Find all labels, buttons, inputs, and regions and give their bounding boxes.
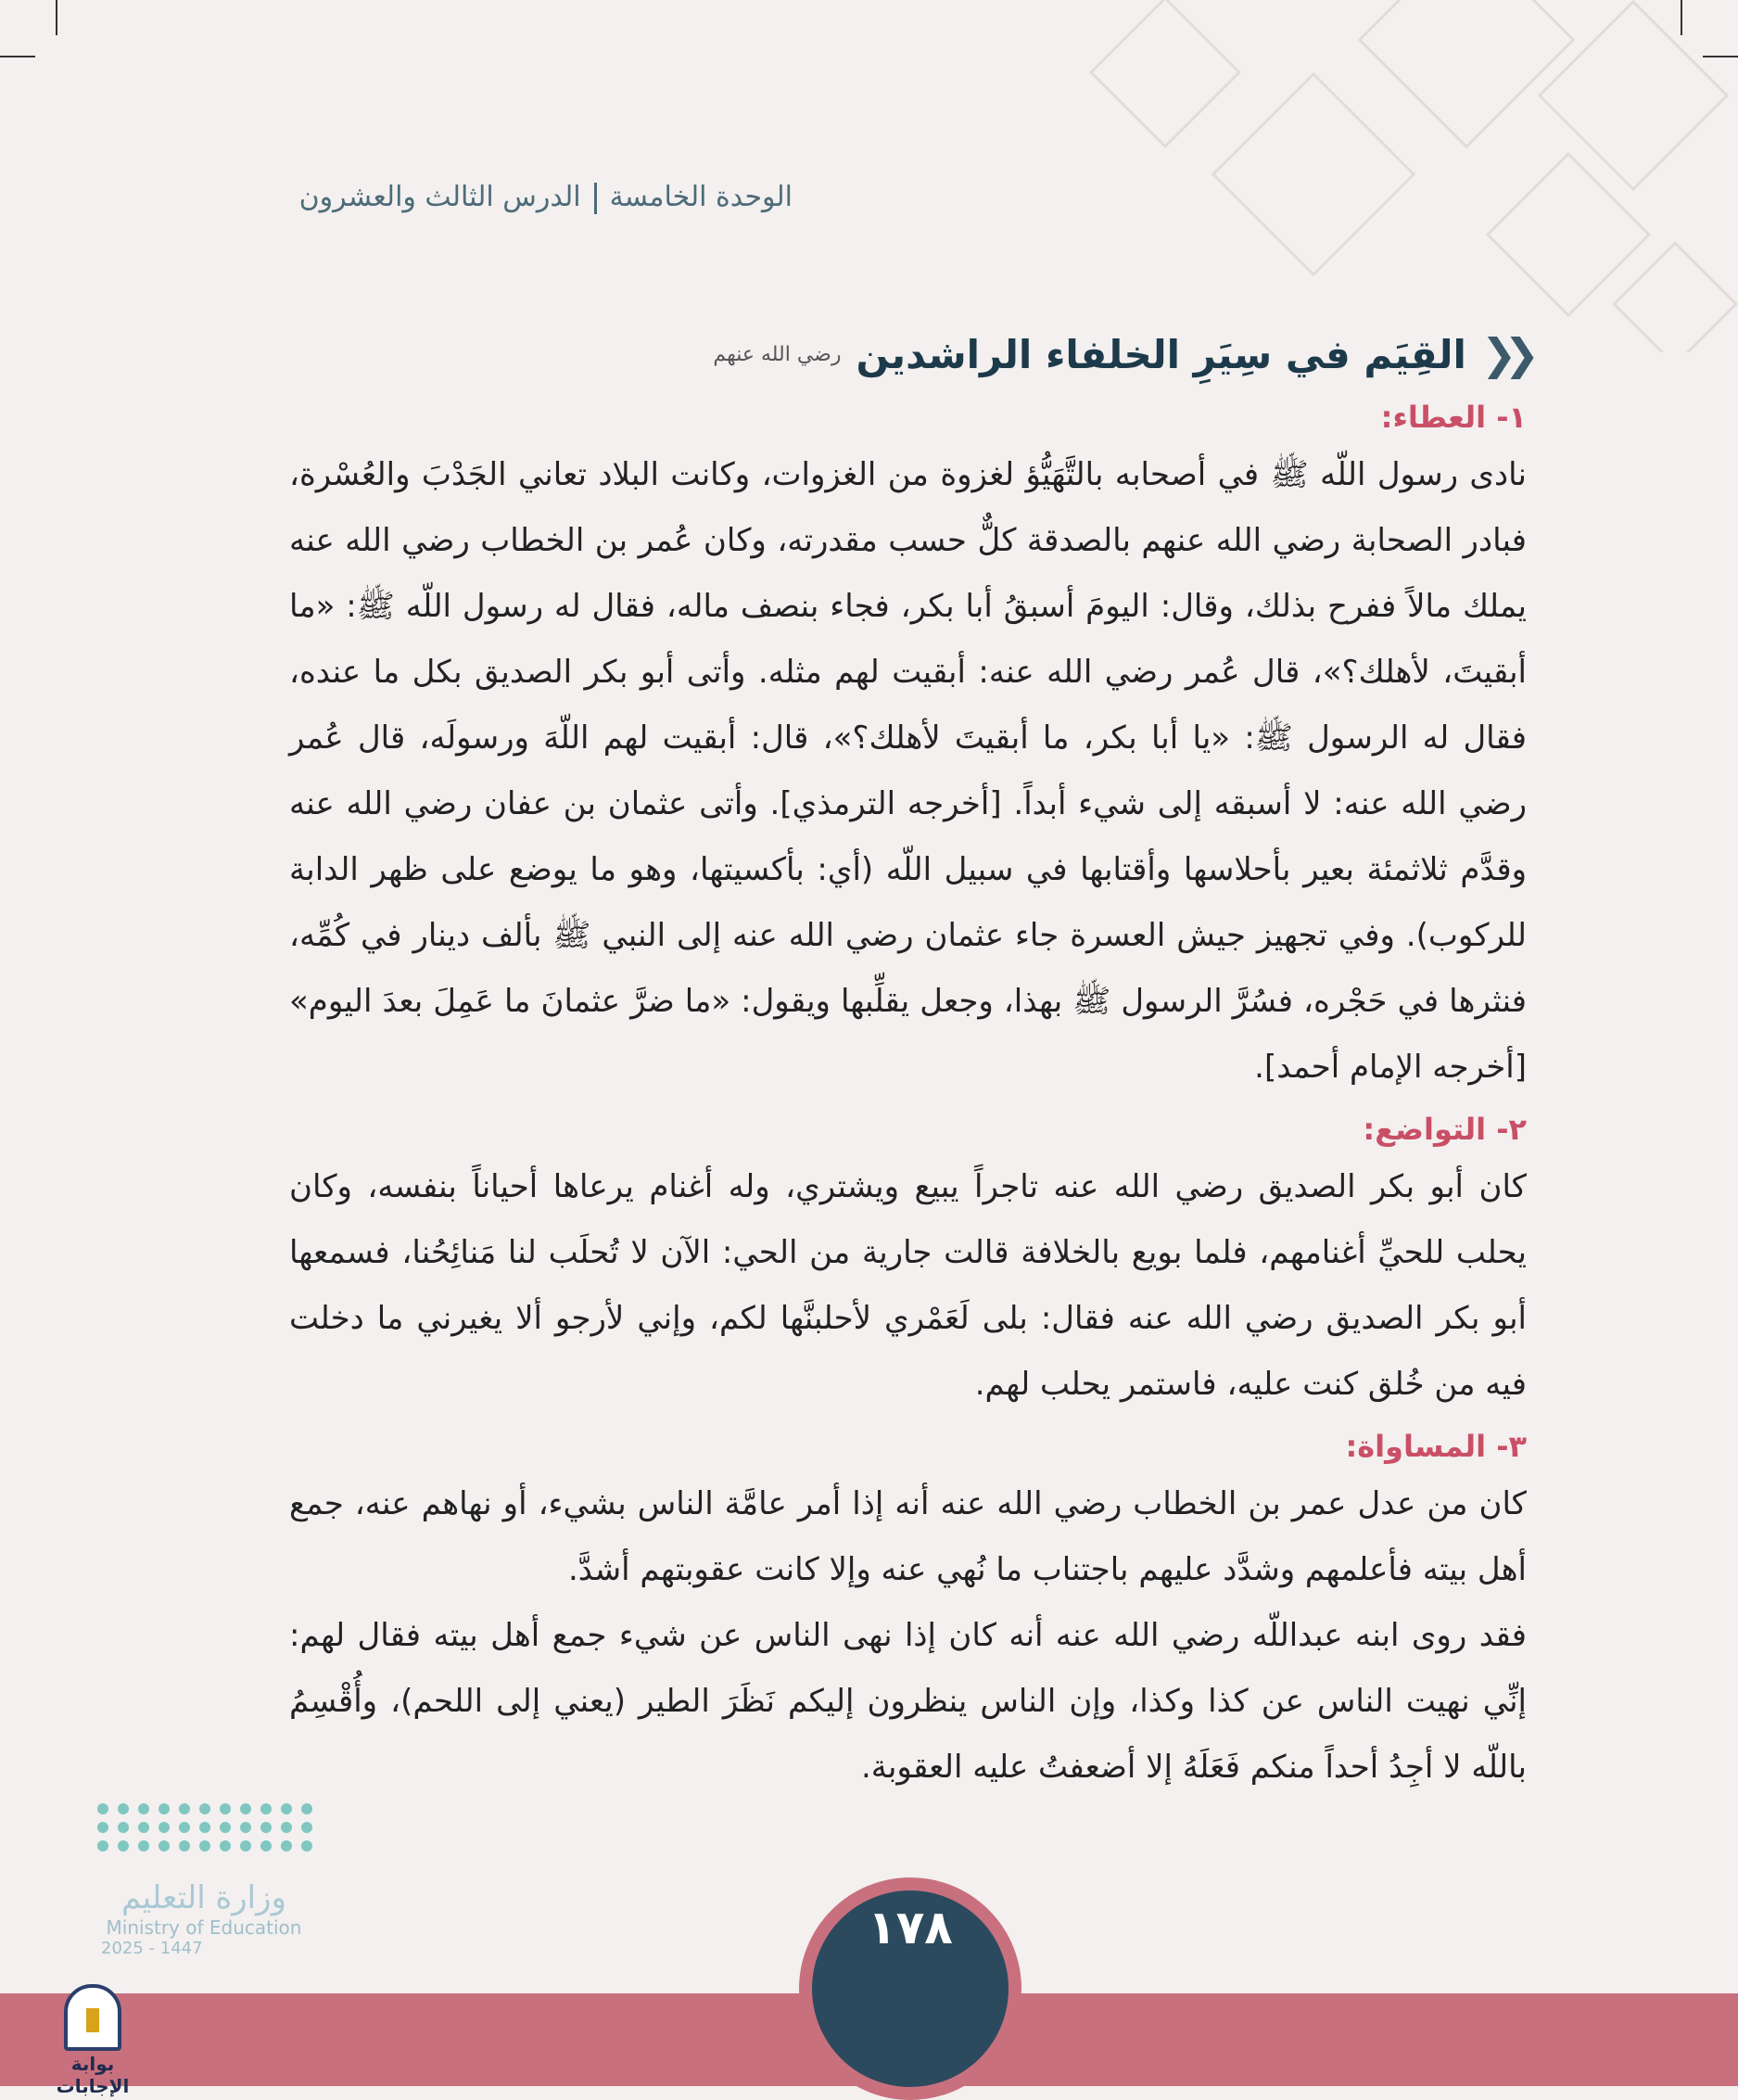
ministry-year: 2025 - 1447	[101, 1939, 203, 1958]
section-giving	[289, 400, 1527, 1101]
portal-gate-icon	[64, 1984, 121, 2051]
paragraph: كان من عدل عمر بن الخطاب رضي الله عنه أنه إذا أمر عامَّة الناس بشيء، أو نهاهم عنه، جمع أهل بيته فأعلمهم وشدَّد عليهم باجتناب ما نُهي عنه وإلا كانت عقوبتهم أشدَّ.	[289, 1485, 1527, 1588]
running-header	[299, 181, 793, 214]
crop-mark	[56, 0, 57, 35]
paragraph: كان أبو بكر الصديق رضي الله عنه تاجراً يبيع ويشتري، وله أغنام يرعاها أحياناً بنفسه، وكان يحلب للحيِّ أغنامهم، فلما بويع بالخلافة قالت جارية من الحي: الآن لا تُحلَب لنا مَنائِحُنا، فسمعها أبو بكر الصديق رضي الله عنه فقال: بلى لَعَمْري لأحلبنَّها لكم، وإني لأرجو ألا يغيرني ما دخلت فيه من خُلق كنت عليه، فاستمر يحلب لهم.	[289, 1168, 1527, 1403]
paragraph: نادى رسول اللّه ﷺ في أصحابه بالتَّهَيُّؤ لغزوة من الغزوات، وكانت البلاد تعاني الجَدْبَ والعُسْرة، فبادر الصحابة رضي الله عنهم بالصدقة كلٌّ حسب مقدرته، وكان عُمر بن الخطاب رضي الله عنه يملك مالاً ففرح بذلك، وقال: اليومَ أسبقُ أبا بكر، فجاء بنصف ماله، فقال له رسول اللّه ﷺ: «ما أبقيتَ، لأهلك؟»، قال عُمر رضي الله عنه: أبقيت لهم مثله. وأتى أبو بكر الصديق بكل ما عنده، فقال له الرسول ﷺ: «يا أبا بكر، ما أبقيتَ لأهلك؟»، قال: أبقيت لهم اللّهَ ورسولَه، قال عُمر رضي الله عنه: لا أسبقه إلى شيء أبداً. [أخرجه الترمذي]. وأتى عثمان بن عفان رضي الله عنه وقدَّم ثلاثمئة بعير بأحلاسها وأقتابها في سبيل اللّه (أي: بأكسيتها، وهو ما يوضع على ظهر الدابة للركوب). وفي تجهيز جيش العسرة جاء عثمان رضي الله عنه إلى النبي ﷺ بألف دينار في كُمِّه، فنثرها في حَجْره، فسُرَّ الرسول ﷺ بهذا، وجعل يقلِّبها ويقول: «ما ضرَّ عثمانَ ما عَمِلَ بعدَ اليوم» [أخرجه الإمام أحمد].	[289, 456, 1527, 1086]
header-separator	[594, 183, 597, 214]
section-humility	[289, 1112, 1527, 1418]
paragraph: فقد روى ابنه عبداللّه رضي الله عنه أنه كان إذا نهى الناس عن شيء جمع أهل بيته فقال لهم: إنِّي نهيت الناس عن كذا وكذا، وإن الناس ينظرون إليكم نَظَرَ الطير (يعني إلى اللحم)، وأُقْسِمُ باللّه لا أجِدُ أحداً منكم فَعَلَهُ إلا أضعفتُ عليه العقوبة.	[289, 1617, 1527, 1786]
decorative-pattern	[1034, 0, 1738, 352]
ministry-logo	[97, 1803, 338, 1958]
honorific-mark: رضي الله عنهم	[713, 342, 842, 366]
section-title	[289, 329, 1527, 379]
chevron-left-icon: ❮❮	[1480, 329, 1527, 379]
lesson-label: الدرس الثالث والعشرون	[298, 181, 581, 213]
section-title-text: القِيَم في سِيَرِ الخلفاء الراشدين	[856, 331, 1466, 377]
unit-label: الوحدة الخامسة	[609, 181, 793, 213]
section-heading: ٣- المساواة:	[1345, 1429, 1527, 1464]
answers-portal-link[interactable]	[37, 1984, 148, 2097]
portal-label: بوابة الإجابات	[56, 2053, 130, 2097]
crop-mark	[0, 56, 35, 57]
section-equality	[289, 1429, 1527, 1801]
ministry-name-english: Ministry of Education	[106, 1916, 302, 1939]
logo-dots-icon	[97, 1803, 338, 1852]
section-heading: ٢- التواضع:	[1363, 1112, 1527, 1147]
ministry-name-arabic: وزارة التعليم	[121, 1879, 286, 1916]
page-content	[289, 329, 1527, 1801]
section-heading: ١- العطاء:	[1380, 400, 1527, 435]
page-number: ١٧٨	[868, 1901, 953, 1954]
